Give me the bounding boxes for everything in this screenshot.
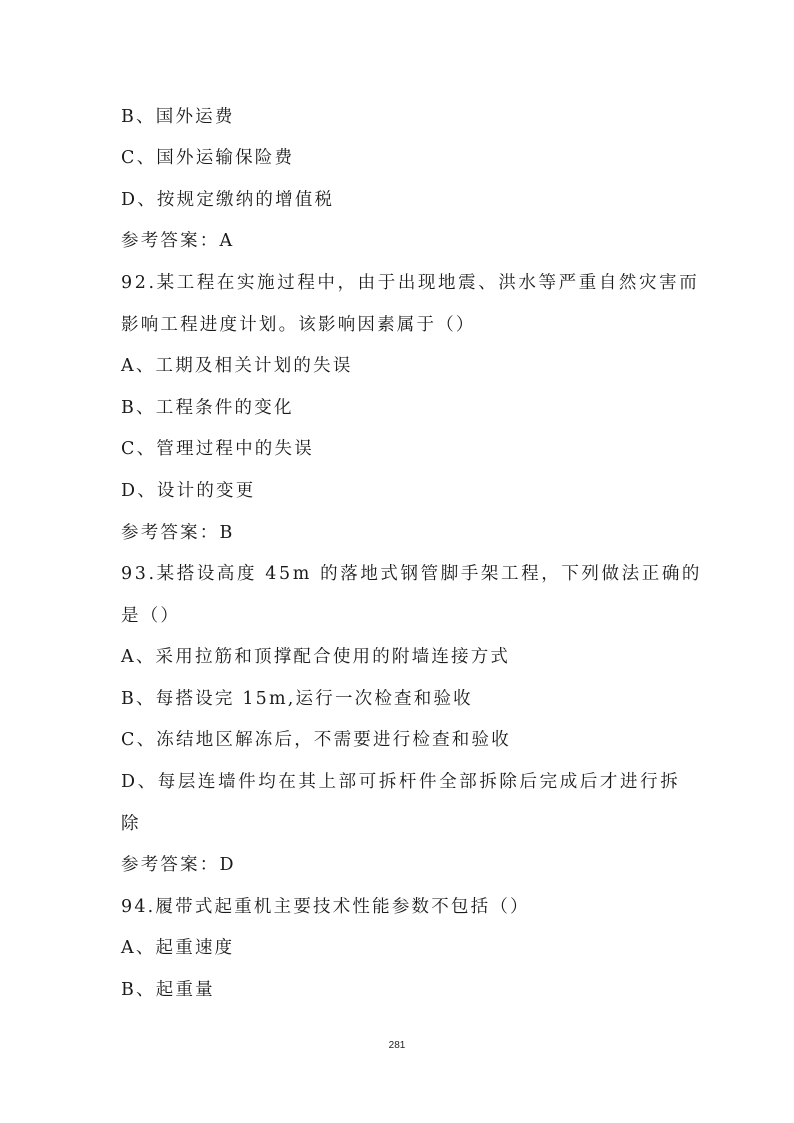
option-d-q92: D、设计的变更 (121, 481, 256, 501)
question-92-line-1: 92.某工程在实施过程中，由于出现地震、洪水等严重自然灾害而 (121, 273, 700, 293)
answer-q92: 参考答案：B (121, 523, 235, 543)
question-93-line-1: 93.某搭设高度 45m 的落地式钢管脚手架工程，下列做法正确的 (121, 564, 703, 584)
option-d-q93-line-1: D、每层连墙件均在其上部可拆杆件全部拆除后完成后才进行拆 (121, 772, 681, 792)
option-a-q94: A、起重速度 (121, 938, 235, 958)
question-92-line-2: 影响工程进度计划。该影响因素属于（） (121, 315, 476, 335)
question-93-line-2: 是（） (121, 606, 181, 626)
answer-q93: 参考答案：D (121, 855, 236, 875)
option-d-q91: D、按规定缴纳的增值税 (121, 190, 335, 210)
option-b-q91: B、国外运费 (121, 107, 235, 127)
question-94: 94.履带式起重机主要技术性能参数不包括（） (121, 897, 530, 917)
page-number: 281 (388, 1040, 406, 1051)
answer-q91: 参考答案：A (121, 231, 235, 251)
option-d-q93-line-2: 除 (121, 814, 141, 834)
option-a-q93: A、采用拉筋和顶撑配合使用的附墙连接方式 (121, 647, 511, 667)
option-a-q92: A、工期及相关计划的失误 (121, 356, 353, 376)
option-c-q92: C、管理过程中的失误 (121, 439, 314, 459)
option-c-q91: C、国外运输保险费 (121, 148, 295, 168)
option-b-q94: B、起重量 (121, 980, 215, 1000)
option-c-q93: C、冻结地区解冻后，不需要进行检查和验收 (121, 730, 511, 750)
option-b-q93: B、每搭设完 15m,运行一次检查和验收 (121, 689, 473, 709)
option-b-q92: B、工程条件的变化 (121, 398, 294, 418)
